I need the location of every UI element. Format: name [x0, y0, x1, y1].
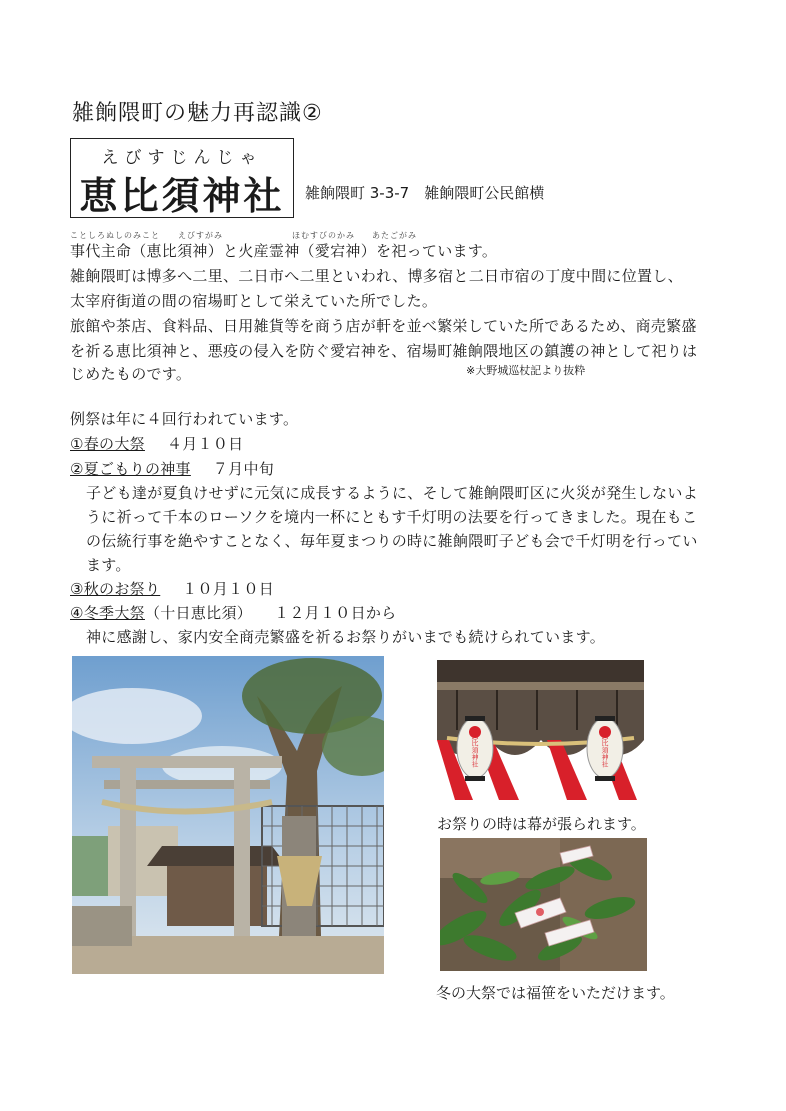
intro-line: 太宰府街道の間の宿場町として栄えていた所でした。: [70, 292, 438, 310]
festival-desc: 神に感謝し、家内安全商売繁盛を祈るお祭りがいまでも続けられています。: [86, 628, 606, 646]
intro-line: 事代主命（恵比須神）と火産霊神（愛宕神）を祀っています。: [70, 242, 498, 260]
festival-date: ４月１０日: [166, 435, 244, 453]
photo-bamboo: [440, 838, 647, 971]
page-title: 恵比須神社: [79, 174, 285, 218]
ruby-homusubi: ほむすびのかみ: [292, 231, 355, 240]
festival-name: ④冬季大祭: [70, 604, 145, 622]
festival-desc: の伝統行事を絶やすことなく、毎年夏まつりの時に雑餉隈町子ども会で千灯明を行ってい: [86, 532, 698, 550]
festival-desc: うに祈って千本のローソクを境内一杯にともす千灯明の法要を行ってきました。現在もこ: [86, 508, 698, 526]
lantern-text-right: 恵比須神社: [601, 732, 609, 768]
festival-desc: 子ども達が夏負けせずに元気に成長するように、そして雑餉隈町区に火災が発生しないよ: [86, 484, 699, 502]
ruby-atagogami: あたごがみ: [372, 231, 417, 240]
ruby-kotoshironushi: ことしろぬしのみこと: [70, 231, 160, 240]
festival-note: （十日恵比須）: [144, 604, 253, 622]
lantern-text-left: 恵比須神社: [471, 732, 479, 768]
ruby-ebisugami: えびすがみ: [178, 231, 223, 240]
photo-curtain: [437, 660, 644, 800]
festival-item: [70, 433, 243, 454]
festival-date: ７月中旬: [212, 460, 275, 478]
caption-curtain: お祭りの時は幕が張られます。: [437, 815, 646, 833]
festival-name: ③秋のお祭り: [70, 580, 161, 598]
title-ruby: えびすじんじゃ: [101, 148, 263, 168]
festival-date: １０月１０日: [182, 580, 275, 598]
photo-torii: [72, 656, 384, 974]
festival-item: [70, 458, 274, 479]
caption-bamboo: 冬の大祭では福笹をいただけます。: [436, 984, 675, 1002]
series-title: 雑餉隈町の魅力再認識②: [72, 101, 323, 126]
intro-line: 雑餉隈町は博多へ二里、二日市へ二里といわれ、博多宿と二日市宿の丁度中間に位置し、: [70, 267, 683, 285]
address: 雑餉隈町 3-3-7 雑餉隈町公民館横: [305, 184, 545, 202]
festival-name: ②夏ごもりの神事: [70, 460, 191, 478]
festival-date: １２月１０日から: [274, 604, 397, 622]
intro-line: 旅館や茶店、食料品、日用雑貨等を商う店が軒を並べ繁栄していた所であるため、商売繁盛: [70, 317, 697, 335]
title-box: [70, 138, 294, 218]
festival-lead: 例祭は年に４回行われています。: [70, 410, 299, 428]
festival-item: [70, 578, 274, 599]
intro-line: を祈る恵比須神と、悪疫の侵入を防ぐ愛宕神を、宿場町雑餉隈地区の鎮護の神として祀りは: [70, 342, 698, 360]
festival-item: [70, 602, 396, 623]
festival-name: ①春の大祭: [70, 435, 145, 453]
source-note: ※大野城巡杖記より抜粋: [466, 364, 586, 377]
intro-line: じめたものです。: [70, 365, 192, 383]
festival-desc: ます。: [86, 556, 131, 574]
